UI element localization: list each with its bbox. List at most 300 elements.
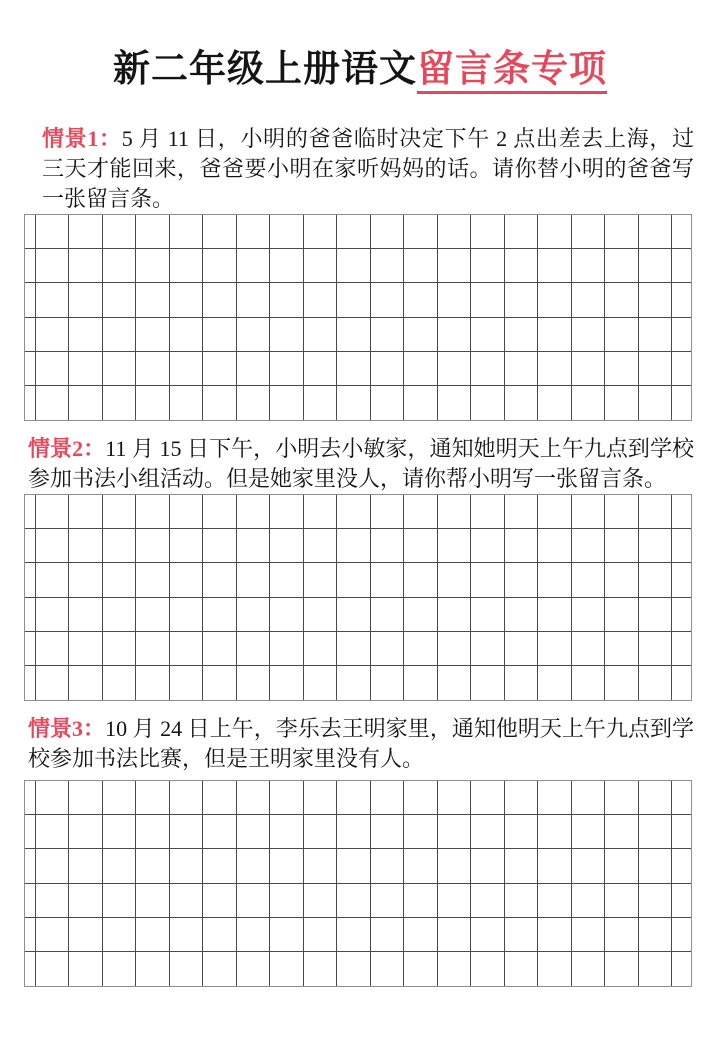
grid-cell	[170, 563, 203, 597]
grid-cell	[270, 352, 303, 386]
grid-cell	[304, 632, 337, 666]
grid-cell	[337, 318, 370, 352]
grid-cell	[203, 318, 236, 352]
page-title	[0, 0, 720, 94]
grid-cell	[471, 215, 504, 249]
grid-cell	[36, 529, 69, 563]
grid-cell	[371, 283, 404, 317]
grid-cell	[304, 815, 337, 849]
grid-cell	[304, 352, 337, 386]
grid-cell	[404, 249, 437, 283]
grid-cell	[404, 283, 437, 317]
grid-cell	[270, 215, 303, 249]
grid-cell	[237, 495, 270, 529]
grid-cell	[170, 781, 203, 815]
grid-cell	[304, 529, 337, 563]
grid-cell	[371, 249, 404, 283]
grid-cell	[538, 781, 571, 815]
grid-cell	[25, 952, 36, 986]
grid-cell	[25, 815, 36, 849]
grid-cell	[337, 215, 370, 249]
grid-cell	[672, 918, 691, 952]
grid-cell	[538, 632, 571, 666]
grid-cell	[639, 666, 672, 700]
grid-cell	[605, 529, 638, 563]
grid-cell	[136, 884, 169, 918]
grid-cell	[69, 386, 102, 420]
grid-cell	[337, 352, 370, 386]
grid-cell	[505, 215, 538, 249]
grid-cell	[371, 318, 404, 352]
grid-cell	[371, 952, 404, 986]
grid-cell	[672, 352, 691, 386]
grid-cell	[572, 598, 605, 632]
grid-cell	[203, 529, 236, 563]
grid-cell	[136, 849, 169, 883]
grid-cell	[69, 952, 102, 986]
grid-cell	[672, 815, 691, 849]
grid-cell	[25, 495, 36, 529]
grid-cell	[69, 529, 102, 563]
grid-cell	[438, 815, 471, 849]
grid-cell	[404, 849, 437, 883]
grid-cell	[237, 918, 270, 952]
grid-cell	[237, 563, 270, 597]
grid-cell	[505, 529, 538, 563]
grid-cell	[103, 563, 136, 597]
grid-cell	[572, 495, 605, 529]
grid-cell	[538, 884, 571, 918]
grid-cell	[572, 283, 605, 317]
grid-cell	[672, 215, 691, 249]
grid-cell	[304, 283, 337, 317]
grid-cell	[605, 563, 638, 597]
grid-cell	[170, 495, 203, 529]
grid-cell	[237, 666, 270, 700]
grid-cell	[505, 283, 538, 317]
grid-cell	[672, 529, 691, 563]
grid-cell	[203, 495, 236, 529]
grid-cell	[538, 918, 571, 952]
grid-cell	[438, 632, 471, 666]
grid-cell	[237, 283, 270, 317]
grid-cell	[605, 283, 638, 317]
grid-cell	[572, 666, 605, 700]
grid-cell	[136, 632, 169, 666]
grid-cell	[605, 495, 638, 529]
grid-cell	[371, 598, 404, 632]
grid-cell	[505, 918, 538, 952]
grid-cell	[471, 352, 504, 386]
grid-cell	[270, 952, 303, 986]
grid-cell	[170, 283, 203, 317]
grid-cell	[404, 529, 437, 563]
grid-cell	[237, 849, 270, 883]
grid-cell	[371, 495, 404, 529]
grid-cell	[136, 352, 169, 386]
grid-cell	[605, 666, 638, 700]
grid-cell	[505, 781, 538, 815]
grid-cell	[404, 884, 437, 918]
grid-cell	[538, 495, 571, 529]
grid-cell	[337, 666, 370, 700]
grid-cell	[404, 386, 437, 420]
grid-cell	[25, 283, 36, 317]
grid-cell	[136, 598, 169, 632]
grid-cell	[237, 884, 270, 918]
grid-cell	[471, 563, 504, 597]
grid-cell	[25, 884, 36, 918]
grid-cell	[203, 598, 236, 632]
grid-cell	[69, 215, 102, 249]
grid-cell	[672, 249, 691, 283]
scenario-3-label: 情景3：	[28, 716, 106, 742]
scenario-1-paragraph	[42, 124, 694, 214]
grid-cell	[371, 849, 404, 883]
grid-cell	[572, 215, 605, 249]
grid-cell	[270, 884, 303, 918]
grid-cell	[672, 495, 691, 529]
grid-cell	[136, 495, 169, 529]
grid-cell	[203, 249, 236, 283]
grid-cell	[36, 598, 69, 632]
scenario-3-paragraph	[28, 714, 694, 774]
grid-cell	[605, 815, 638, 849]
grid-cell	[538, 318, 571, 352]
grid-cell	[25, 781, 36, 815]
grid-cell	[170, 249, 203, 283]
grid-cell	[404, 666, 437, 700]
grid-cell	[672, 563, 691, 597]
grid-cell	[136, 781, 169, 815]
scenario-1-text: 5 月 11 日，小明的爸爸临时决定下午 2 点出差去上海，过三天才能回来，爸爸要小明在家听妈妈的话。请你替小明的爸爸写一张留言条。	[42, 126, 694, 212]
grid-cell	[471, 318, 504, 352]
grid-cell	[605, 952, 638, 986]
grid-cell	[270, 249, 303, 283]
writing-grid-3	[24, 780, 692, 987]
grid-cell	[438, 952, 471, 986]
grid-cell	[170, 386, 203, 420]
grid-cell	[605, 849, 638, 883]
grid-cell	[36, 632, 69, 666]
grid-cell	[170, 952, 203, 986]
grid-cell	[25, 598, 36, 632]
grid-cell	[639, 249, 672, 283]
grid-cell	[471, 495, 504, 529]
grid-cell	[337, 598, 370, 632]
grid-cell	[337, 529, 370, 563]
grid-cell	[371, 563, 404, 597]
grid-cell	[438, 249, 471, 283]
grid-cell	[103, 666, 136, 700]
grid-cell	[237, 529, 270, 563]
grid-cell	[639, 952, 672, 986]
grid-cell	[471, 598, 504, 632]
grid-cell	[471, 952, 504, 986]
grid-cell	[103, 495, 136, 529]
grid-cell	[605, 215, 638, 249]
grid-cell	[103, 598, 136, 632]
grid-cell	[505, 632, 538, 666]
grid-cell	[672, 849, 691, 883]
grid-cell	[203, 283, 236, 317]
grid-cell	[203, 884, 236, 918]
grid-cell	[203, 352, 236, 386]
grid-cell	[438, 849, 471, 883]
grid-cell	[36, 386, 69, 420]
grid-cell	[203, 563, 236, 597]
grid-cell	[672, 386, 691, 420]
grid-cell	[505, 952, 538, 986]
grid-cell	[270, 632, 303, 666]
grid-cell	[36, 815, 69, 849]
grid-cell	[237, 318, 270, 352]
grid-cell	[337, 781, 370, 815]
grid-cell	[103, 815, 136, 849]
grid-cell	[170, 598, 203, 632]
grid-cell	[371, 815, 404, 849]
grid-cell	[69, 283, 102, 317]
grid-cell	[25, 386, 36, 420]
grid-cell	[337, 563, 370, 597]
grid-cell	[538, 666, 571, 700]
grid-cell	[69, 495, 102, 529]
grid-cell	[36, 952, 69, 986]
grid-cell	[337, 884, 370, 918]
grid-cell	[605, 781, 638, 815]
grid-cell	[304, 495, 337, 529]
grid-cell	[170, 815, 203, 849]
grid-cell	[538, 952, 571, 986]
grid-cell	[337, 918, 370, 952]
grid-cell	[438, 318, 471, 352]
grid-cell	[438, 215, 471, 249]
grid-cell	[337, 952, 370, 986]
grid-cell	[337, 283, 370, 317]
grid-cell	[69, 884, 102, 918]
grid-cell	[538, 352, 571, 386]
grid-cell	[25, 918, 36, 952]
grid-cell	[404, 952, 437, 986]
grid-cell	[371, 918, 404, 952]
grid-cell	[170, 215, 203, 249]
grid-cell	[505, 815, 538, 849]
grid-cell	[25, 529, 36, 563]
grid-cell	[304, 386, 337, 420]
grid-cell	[270, 815, 303, 849]
grid-cell	[639, 386, 672, 420]
grid-cell	[505, 666, 538, 700]
grid-cell	[136, 563, 169, 597]
grid-cell	[136, 386, 169, 420]
grid-cell	[505, 563, 538, 597]
grid-cell	[672, 283, 691, 317]
grid-cell	[605, 918, 638, 952]
grid-cell	[505, 386, 538, 420]
grid-cell	[103, 249, 136, 283]
grid-cell	[438, 781, 471, 815]
grid-cell	[25, 249, 36, 283]
grid-cell	[36, 666, 69, 700]
grid-cell	[136, 918, 169, 952]
grid-cell	[36, 495, 69, 529]
grid-cell	[69, 666, 102, 700]
grid-cell	[36, 849, 69, 883]
grid-cell	[203, 781, 236, 815]
grid-cell	[404, 815, 437, 849]
grid-cell	[237, 352, 270, 386]
grid-cell	[639, 283, 672, 317]
grid-cell	[404, 598, 437, 632]
grid-cell	[404, 352, 437, 386]
grid-cell	[103, 632, 136, 666]
grid-cell	[270, 598, 303, 632]
grid-cell	[69, 815, 102, 849]
grid-cell	[438, 283, 471, 317]
grid-cell	[639, 318, 672, 352]
grid-cell	[270, 386, 303, 420]
grid-cell	[136, 666, 169, 700]
grid-cell	[538, 563, 571, 597]
grid-cell	[538, 386, 571, 420]
writing-grid-1	[24, 214, 692, 421]
grid-cell	[438, 386, 471, 420]
scenario-1-label: 情景1：	[42, 126, 122, 152]
grid-cell	[170, 918, 203, 952]
grid-cell	[170, 884, 203, 918]
grid-cell	[572, 352, 605, 386]
grid-cell	[605, 249, 638, 283]
grid-cell	[237, 952, 270, 986]
grid-cell	[170, 318, 203, 352]
grid-cell	[471, 815, 504, 849]
grid-cell	[404, 563, 437, 597]
grid-cell	[237, 386, 270, 420]
grid-cell	[572, 884, 605, 918]
grid-cell	[572, 386, 605, 420]
grid-cell	[371, 632, 404, 666]
grid-cell	[136, 529, 169, 563]
grid-cell	[438, 563, 471, 597]
grid-cell	[304, 563, 337, 597]
grid-cell	[25, 318, 36, 352]
grid-cell	[270, 666, 303, 700]
grid-cell	[538, 849, 571, 883]
grid-cell	[639, 781, 672, 815]
grid-cell	[438, 884, 471, 918]
grid-cell	[605, 352, 638, 386]
grid-cell	[203, 952, 236, 986]
grid-cell	[639, 529, 672, 563]
grid-cell	[69, 249, 102, 283]
grid-cell	[270, 318, 303, 352]
grid-cell	[471, 249, 504, 283]
grid-cell	[572, 918, 605, 952]
grid-cell	[639, 849, 672, 883]
grid-cell	[471, 781, 504, 815]
grid-cell	[471, 386, 504, 420]
grid-cell	[69, 849, 102, 883]
grid-cell	[505, 249, 538, 283]
grid-cell	[270, 918, 303, 952]
grid-cell	[103, 318, 136, 352]
grid-cell	[270, 283, 303, 317]
grid-cell	[170, 632, 203, 666]
grid-cell	[69, 632, 102, 666]
grid-cell	[371, 352, 404, 386]
grid-cell	[103, 352, 136, 386]
grid-cell	[69, 918, 102, 952]
grid-cell	[672, 318, 691, 352]
grid-cell	[136, 952, 169, 986]
grid-cell	[304, 952, 337, 986]
grid-cell	[304, 215, 337, 249]
grid-cell	[69, 563, 102, 597]
scenario-3-text: 10 月 24 日上午，李乐去王明家里，通知他明天上午九点到学校参加书法比赛，但是王明家里没有人。	[28, 716, 694, 772]
grid-cell	[270, 495, 303, 529]
grid-cell	[471, 283, 504, 317]
grid-cell	[103, 386, 136, 420]
grid-cell	[371, 529, 404, 563]
grid-cell	[538, 598, 571, 632]
grid-cell	[203, 849, 236, 883]
grid-cell	[170, 666, 203, 700]
grid-cell	[672, 632, 691, 666]
grid-cell	[136, 318, 169, 352]
grid-cell	[237, 215, 270, 249]
grid-cell	[304, 781, 337, 815]
grid-cell	[237, 632, 270, 666]
grid-cell	[505, 352, 538, 386]
grid-cell	[505, 849, 538, 883]
grid-cell	[337, 495, 370, 529]
grid-cell	[69, 318, 102, 352]
grid-cell	[203, 815, 236, 849]
grid-cell	[438, 529, 471, 563]
grid-cell	[538, 815, 571, 849]
grid-cell	[103, 849, 136, 883]
grid-cell	[36, 352, 69, 386]
grid-cell	[371, 781, 404, 815]
grid-cell	[471, 884, 504, 918]
grid-cell	[136, 815, 169, 849]
grid-cell	[270, 529, 303, 563]
grid-cell	[672, 666, 691, 700]
grid-cell	[605, 632, 638, 666]
grid-cell	[103, 884, 136, 918]
grid-cell	[672, 781, 691, 815]
grid-cell	[304, 918, 337, 952]
grid-cell	[237, 598, 270, 632]
scenario-2-paragraph	[28, 434, 694, 494]
grid-cell	[639, 632, 672, 666]
grid-cell	[337, 249, 370, 283]
grid-cell	[36, 918, 69, 952]
grid-cell	[304, 598, 337, 632]
grid-cell	[25, 215, 36, 249]
grid-cell	[639, 598, 672, 632]
grid-cell	[672, 952, 691, 986]
grid-cell	[203, 632, 236, 666]
grid-cell	[203, 918, 236, 952]
grid-cell	[304, 666, 337, 700]
grid-cell	[304, 849, 337, 883]
grid-cell	[672, 884, 691, 918]
grid-cell	[505, 495, 538, 529]
writing-grid-2	[24, 494, 692, 701]
grid-cell	[404, 781, 437, 815]
grid-cell	[538, 249, 571, 283]
